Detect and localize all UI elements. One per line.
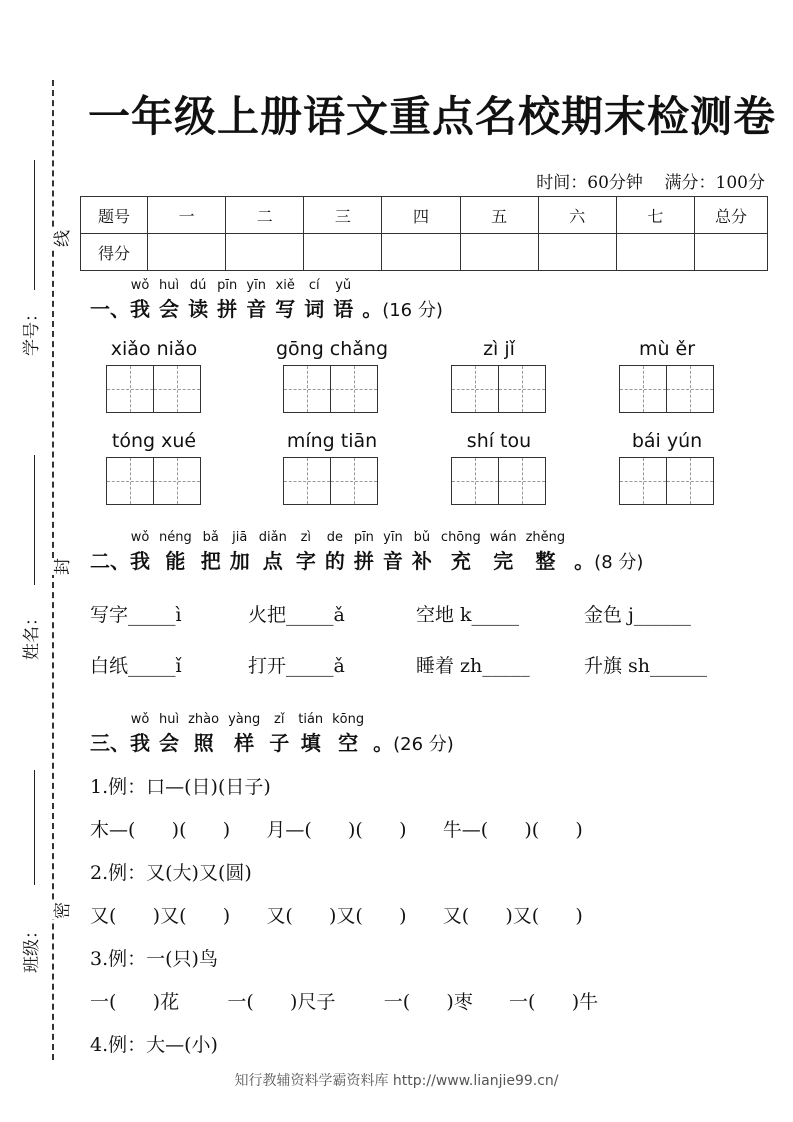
section-suffix: 。 <box>574 549 595 573</box>
score-cell[interactable] <box>226 234 304 271</box>
fill-item[interactable]: 空地 k_____ <box>416 604 520 626</box>
ruby-char <box>412 530 432 574</box>
ruby-char <box>325 530 345 574</box>
ruby-hanzi: 读 <box>188 297 209 321</box>
ruby-hanzi: 拼 <box>217 297 238 321</box>
ruby-char <box>304 278 324 322</box>
ruby-hanzi: 音 <box>382 549 403 573</box>
ruby-hanzi: 写 <box>275 297 296 321</box>
header-cell: 五 <box>460 197 538 234</box>
ruby-hanzi: 照 <box>193 731 214 755</box>
section-prefix: 一、 <box>90 297 130 321</box>
example-line: 4.例：大—(小) <box>90 1034 218 1056</box>
ruby-char <box>296 530 316 574</box>
score-cell[interactable] <box>695 234 768 271</box>
ruby-pinyin: wǒ <box>130 530 150 545</box>
ruby-pinyin: jiā <box>232 530 248 545</box>
writing-grid[interactable] <box>619 457 712 505</box>
ruby-char <box>230 530 250 574</box>
ruby-pinyin: zǐ <box>274 712 285 727</box>
section-points: (26 分) <box>393 734 454 755</box>
ruby-hanzi: 点 <box>262 549 283 573</box>
ruby-char <box>332 712 364 756</box>
section1-ruby-group <box>130 278 362 321</box>
section-suffix: 。 <box>373 731 394 755</box>
header-cell: 三 <box>304 197 382 234</box>
score-table-score-row <box>81 234 768 271</box>
header-cell: 二 <box>226 197 304 234</box>
pinyin-word: gōng chǎng <box>275 338 389 360</box>
ruby-char <box>159 712 179 756</box>
ruby-hanzi: 我 <box>130 549 150 573</box>
section-points: (16 分) <box>382 300 443 321</box>
score-row-label: 得分 <box>81 234 148 271</box>
section2-heading <box>90 530 643 574</box>
section3-heading <box>90 712 454 756</box>
writing-grid[interactable] <box>283 365 376 413</box>
fill-item[interactable]: 金色 j______ <box>584 604 691 626</box>
ruby-pinyin: xiě <box>275 278 295 293</box>
exercise-line[interactable]: 又( )又( ) 又( )又( ) 又( )又( ) <box>90 905 583 927</box>
pinyin-word: bái yún <box>631 430 703 452</box>
pinyin-word: zì jǐ <box>483 338 515 360</box>
header-cell: 六 <box>538 197 616 234</box>
exam-time: 时间：60分钟 <box>536 173 643 193</box>
ruby-pinyin: de <box>326 530 343 545</box>
ruby-pinyin: huì <box>159 712 180 727</box>
ruby-pinyin: kōng <box>332 712 365 727</box>
writing-grid[interactable] <box>619 365 712 413</box>
ruby-hanzi: 加 <box>229 549 250 573</box>
ruby-char <box>201 530 221 574</box>
fill-item[interactable]: 打开_____ǎ <box>248 655 345 677</box>
ruby-pinyin: zì <box>300 530 312 545</box>
ruby-char <box>383 530 403 574</box>
fill-item[interactable]: 写字_____ì <box>90 604 182 626</box>
score-cell[interactable] <box>460 234 538 271</box>
ruby-hanzi: 拼 <box>353 549 374 573</box>
pinyin-word: xiǎo niǎo <box>110 338 198 360</box>
section2-ruby-group <box>130 530 574 573</box>
binding-feng: 封 <box>46 558 75 575</box>
pinyin-word: mù ěr <box>638 338 696 360</box>
binding-xian: 线 <box>46 230 75 247</box>
score-table <box>80 196 768 271</box>
ruby-hanzi: 会 <box>159 731 180 755</box>
section-points: (8 分) <box>594 552 644 573</box>
writing-grid[interactable] <box>283 457 376 505</box>
ruby-char <box>259 530 287 574</box>
writing-grid[interactable] <box>106 457 199 505</box>
score-cell[interactable] <box>382 234 460 271</box>
ruby-char <box>130 278 150 322</box>
header-cell: 总分 <box>695 197 768 234</box>
ruby-hanzi: 整 <box>535 549 556 573</box>
section-prefix: 二、 <box>90 549 130 573</box>
header-cell: 题号 <box>81 197 148 234</box>
footer-watermark: 知行教辅资料学霸资料库 http://www.lianjie99.cn/ <box>234 1073 559 1089</box>
ruby-hanzi: 子 <box>269 731 290 755</box>
ruby-pinyin: bǎ <box>202 530 219 545</box>
example-line: 3.例：一(只)鸟 <box>90 948 218 970</box>
writing-grid[interactable] <box>451 457 544 505</box>
exercise-line[interactable]: 一( )花 一( )尺子 一( )枣 一( )牛 <box>90 991 599 1013</box>
pinyin-word: shí tou <box>466 430 532 452</box>
ruby-hanzi: 完 <box>493 549 514 573</box>
ruby-char <box>188 278 208 322</box>
class-label: 班级： <box>22 922 42 973</box>
ruby-pinyin: yīn <box>246 278 266 293</box>
score-cell[interactable] <box>148 234 226 271</box>
exam-full-score: 满分：100分 <box>664 173 765 193</box>
ruby-hanzi: 把 <box>200 549 221 573</box>
fill-item[interactable]: 升旗 sh______ <box>584 655 708 677</box>
ruby-pinyin: yàng <box>228 712 261 727</box>
ruby-char <box>441 530 481 574</box>
ruby-pinyin: pīn <box>217 278 238 293</box>
ruby-hanzi: 字 <box>295 549 316 573</box>
ruby-char <box>298 712 323 756</box>
section1-heading <box>90 278 443 322</box>
ruby-hanzi: 我 <box>130 297 150 321</box>
ruby-hanzi: 样 <box>234 731 255 755</box>
ruby-pinyin: dú <box>189 278 207 293</box>
binding-solid-line-1 <box>34 160 35 290</box>
ruby-hanzi: 词 <box>304 297 325 321</box>
ruby-hanzi: 空 <box>338 731 359 755</box>
ruby-pinyin: huì <box>159 278 180 293</box>
ruby-char <box>246 278 266 322</box>
binding-solid-line-2 <box>34 455 35 585</box>
ruby-hanzi: 填 <box>300 731 321 755</box>
ruby-hanzi: 充 <box>450 549 471 573</box>
fill-item[interactable]: 火把_____ǎ <box>248 604 345 626</box>
pinyin-word: tóng xué <box>111 430 197 452</box>
writing-grid[interactable] <box>106 365 199 413</box>
ruby-pinyin: néng <box>159 530 192 545</box>
header-cell: 一 <box>148 197 226 234</box>
score-cell[interactable] <box>304 234 382 271</box>
ruby-char <box>188 712 219 756</box>
example-line: 2.例：又(大)又(圆) <box>90 862 252 884</box>
ruby-char <box>354 530 374 574</box>
student-number-label: 学号： <box>22 305 42 356</box>
ruby-pinyin: chōng <box>440 530 481 545</box>
ruby-pinyin: diǎn <box>258 530 287 545</box>
ruby-char <box>159 278 179 322</box>
ruby-pinyin: cí <box>308 278 320 293</box>
pinyin-word: míng tiān <box>286 430 378 452</box>
ruby-char <box>130 530 150 574</box>
ruby-char <box>269 712 289 756</box>
ruby-pinyin: wǒ <box>130 278 150 293</box>
score-cell[interactable] <box>616 234 694 271</box>
binding-mi: 密 <box>46 902 75 919</box>
example-line: 1.例：口—(日)(日子) <box>90 776 271 798</box>
page-title: 一年级上册语文重点名校期末检测卷 <box>88 92 777 141</box>
ruby-hanzi: 能 <box>165 549 186 573</box>
fill-item[interactable]: 睡着 zh_____ <box>416 655 530 677</box>
binding-solid-line-3 <box>34 770 35 885</box>
score-cell[interactable] <box>538 234 616 271</box>
ruby-hanzi: 我 <box>130 731 150 755</box>
exam-meta <box>536 168 765 193</box>
ruby-hanzi: 补 <box>411 549 432 573</box>
ruby-char <box>275 278 295 322</box>
ruby-pinyin: yīn <box>383 530 403 545</box>
section-prefix: 三、 <box>90 731 130 755</box>
ruby-pinyin: wán <box>489 530 517 545</box>
writing-grid[interactable] <box>451 365 544 413</box>
ruby-hanzi: 语 <box>333 297 354 321</box>
ruby-hanzi: 的 <box>324 549 345 573</box>
ruby-char <box>490 530 517 574</box>
score-table-header-row <box>81 197 768 234</box>
header-cell: 四 <box>382 197 460 234</box>
ruby-char <box>159 530 192 574</box>
section3-ruby-group <box>130 712 373 755</box>
exercise-line[interactable]: 木—( )( ) 月—( )( ) 牛—( )( ) <box>90 819 583 841</box>
ruby-char <box>130 712 150 756</box>
ruby-pinyin: yǔ <box>335 278 352 293</box>
section-suffix: 。 <box>362 297 383 321</box>
ruby-pinyin: zhào <box>188 712 220 727</box>
ruby-hanzi: 会 <box>159 297 180 321</box>
ruby-char <box>333 278 353 322</box>
ruby-pinyin: bǔ <box>413 530 431 545</box>
ruby-pinyin: tián <box>298 712 324 727</box>
ruby-char <box>526 530 566 574</box>
ruby-pinyin: pīn <box>353 530 374 545</box>
ruby-char <box>217 278 237 322</box>
ruby-char <box>228 712 260 756</box>
ruby-pinyin: wǒ <box>130 712 150 727</box>
ruby-hanzi: 音 <box>246 297 267 321</box>
ruby-pinyin: zhěng <box>525 530 566 545</box>
header-cell: 七 <box>616 197 694 234</box>
student-name-label: 姓名： <box>22 609 42 660</box>
fill-item[interactable]: 白纸_____ǐ <box>90 655 182 677</box>
